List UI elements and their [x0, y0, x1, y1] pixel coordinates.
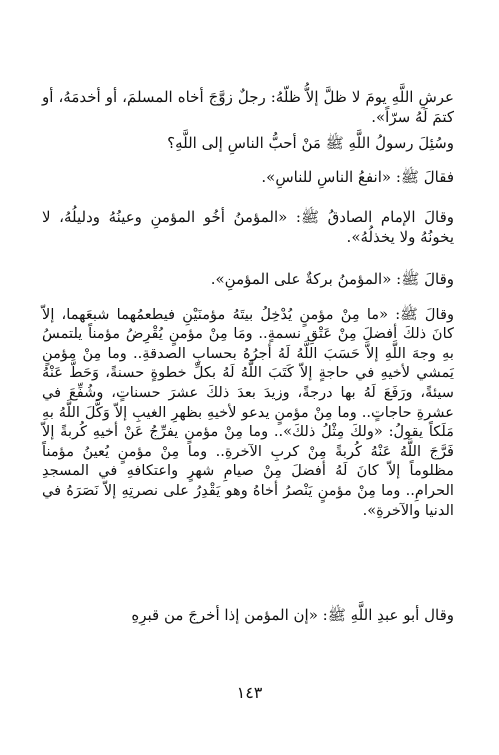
paragraph-6: وقالَ ﷺ: «ما مِنْ مؤمنٍ يُدْخِلُ بيتَهُ مؤمنَيْنِ فيطعمُهما شبعَهما، إلاّ كانَ ذلكَ أفضلَ مِنْ عَتْقِ نسمةٍ.. ومَا مِنْ مؤمنٍ يُقْرِضُ مؤمناً يلتمسُ بهِ وجهَ اللَّهِ إلاَّ حَسَبَ اللَّهُ لَهُ أجرُهُ بحسابِ الصدقةِ.. وما مِنْ مؤمنٍ يَمشي لأخيهِ في حاجةٍ إلاّ كَتَبَ اللَّهُ لَهُ بكلِّ خطوةٍ حسنةً، وَحَطَّ عَنْهُ سيئةً، ورَفَعَ لَهُ بها درجةً، وزيدَ بعدَ ذلكَ عشرَ حسناتٍ، وشُفِّعَ في عشرةِ حاجاتٍ.. وما مِنْ مؤمنٍ يدعو لأخيهِ بظهرِ الغيبِ إلاّ وَكَّلَ اللَّهُ بهِ مَلَكاً يقولُ: «ولكَ مِثْلُ ذلكَ».. وما مِنْ مؤمنٍ يفرِّجُ عَنْ أخيهِ كُربةً إلاّ فَرَّجَ اللَّهُ عَنْهُ كُربةً مِنْ كربِ الآخرةِ.. وما مِنْ مؤمنٍ يُعينُ مؤمناً مظلوماً إلاّ كانَ لَهُ أفضلَ مِنْ صيامِ شهرٍ واعتكافهِ في المسجدِ الحرامِ.. وما مِنْ مؤمنٍ يَنْصرُ أخاهُ وهو يَقْدِرُ على نصرتِهِ إلاّ نَصَرَهُ في الدنيا والآخرةِ». — [42, 305, 454, 519]
paragraph-7: وقال أبو عبدِ اللَّهِ ﷺ: «إن المؤمن إذا أخرجَ من قبرِهِ — [131, 606, 454, 624]
paragraph-5: وقالَ ﷺ: «المؤمنُ بركةٌ على المؤمنِ». — [210, 270, 454, 288]
paragraph-4: وقالَ الإمام الصادقُ ﷺ: «المؤمنُ أخُو المؤمنِ وعينُهُ ودليلُهُ، لا يخونُهُ ولا يخذلُهُ». — [42, 208, 454, 246]
page-number: ١٤٣ — [236, 683, 263, 702]
paragraph-2: وسُئِلَ رسولُ اللَّهِ ﷺ مَنْ أحبُّ الناسِ إلى اللَّهِ؟ — [167, 134, 454, 152]
paragraph-1: عرشِ اللَّهِ يومَ لا ظلَّ إلاُّ ظلّهُ: رجلٌ زوَّجَ أخاه المسلمَ، أو أخدمَهُ، أو كتمَ لَهُ سرّاً». — [42, 88, 454, 126]
paragraph-3: فقالَ ﷺ: «انفعُ الناسِ للناسِ». — [261, 168, 454, 186]
